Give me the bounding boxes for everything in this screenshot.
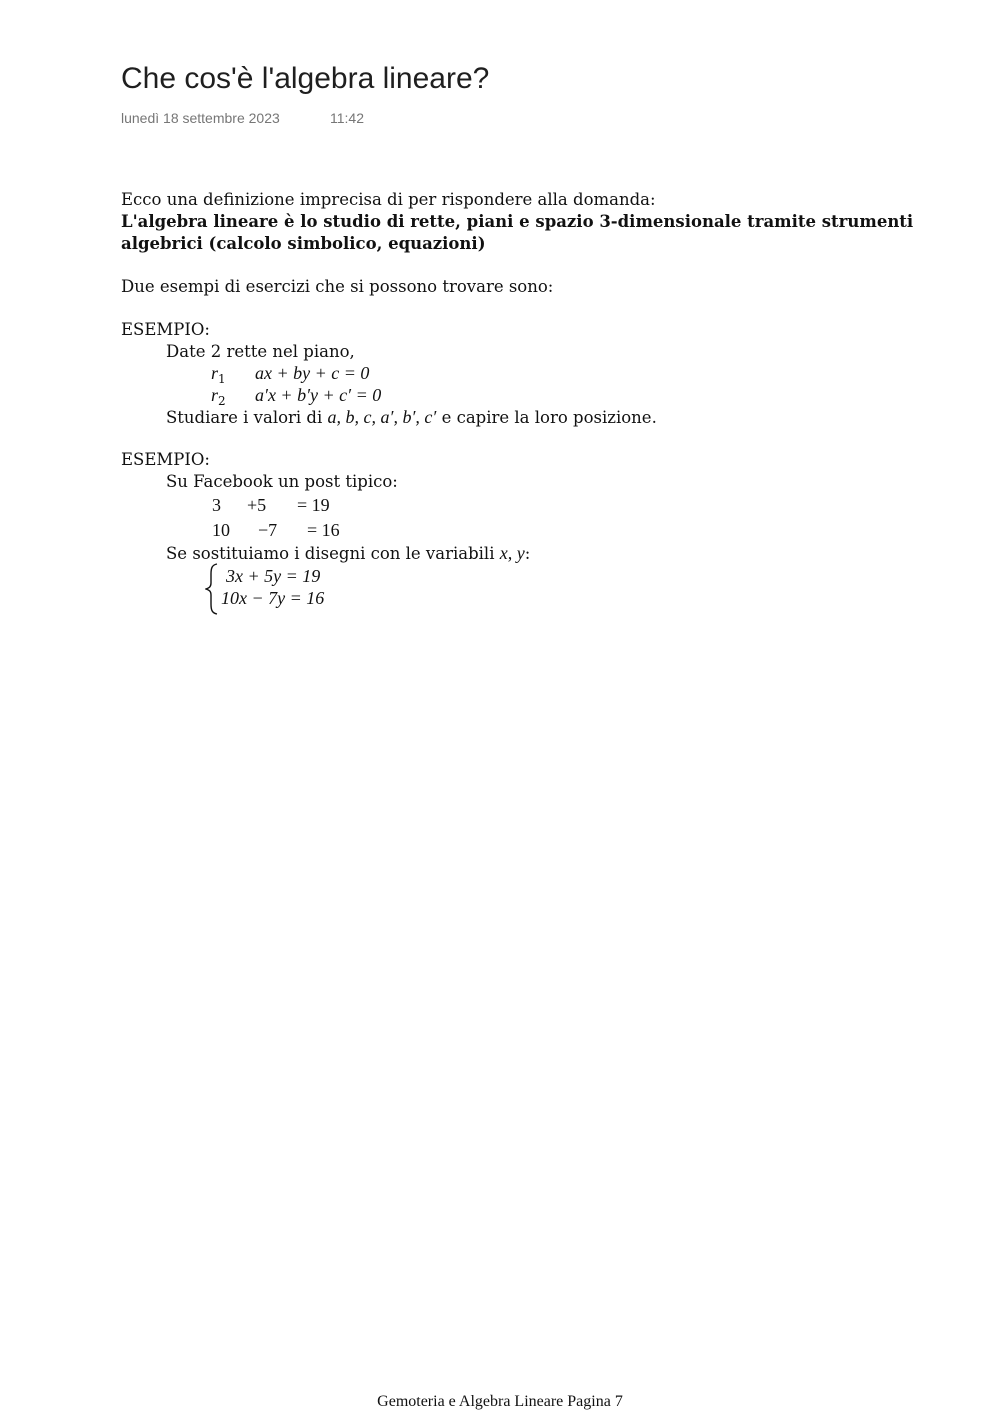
study-suffix: e capire la loro posizione. xyxy=(436,408,657,427)
post-row1-col3: = 19 xyxy=(297,495,330,515)
page-title: Che cos'è l'algebra lineare? xyxy=(121,62,490,95)
post-row2-col3: = 16 xyxy=(307,520,340,540)
page-footer: Gemoteria e Algebra Lineare Pagina 7 xyxy=(377,1393,623,1410)
page-time: 11:42 xyxy=(330,110,364,126)
page-date: lunedì 18 settembre 2023 xyxy=(121,110,280,126)
example2-line: Su Facebook un post tipico: xyxy=(166,472,398,491)
post-row1-col2: +5 xyxy=(247,495,267,515)
definition-line-2: algebrici (calcolo simbolico, equazioni) xyxy=(121,234,486,253)
post-row2-col1: 10 xyxy=(212,520,230,540)
example2-subst-line xyxy=(166,542,530,565)
definition-line-1: L'algebra lineare è lo studio di rette, piani e spazio 3-dimensionale tramite strumenti xyxy=(121,212,914,231)
r1-subscript: 1 xyxy=(218,372,226,386)
r1-equation: ax + by + c = 0 xyxy=(255,363,370,383)
intro-line: Ecco una definizione imprecisa di per rispondere alla domanda: xyxy=(121,190,656,209)
subst-prefix: Se sostituiamo i disegni con le variabili xyxy=(166,544,500,563)
post-row1-col1: 3 xyxy=(212,495,221,515)
example2-heading: ESEMPIO: xyxy=(121,450,210,469)
system-brace-icon xyxy=(205,563,219,615)
subst-suffix: : xyxy=(524,544,531,563)
study-prefix: Studiare i valori di xyxy=(166,408,328,427)
example1-line: Date 2 rette nel piano, xyxy=(166,342,355,361)
study-vars: a, b, c, a′, b′, c′ xyxy=(327,407,437,427)
system-equation-1: 3x + 5y = 19 xyxy=(226,566,321,586)
r1-letter: r xyxy=(211,363,219,383)
r2-letter: r xyxy=(211,385,219,405)
example1-study-line xyxy=(166,406,657,429)
system-equation-2: 10x − 7y = 16 xyxy=(221,588,325,608)
subst-vars: x, y xyxy=(499,543,525,563)
post-row2-col2: −7 xyxy=(258,520,278,540)
examples-intro: Due esempi di esercizi che si possono trovare sono: xyxy=(121,277,554,296)
example1-heading: ESEMPIO: xyxy=(121,320,210,339)
r2-subscript: 2 xyxy=(218,394,226,408)
r2-equation: a′x + b′y + c′ = 0 xyxy=(255,385,382,405)
